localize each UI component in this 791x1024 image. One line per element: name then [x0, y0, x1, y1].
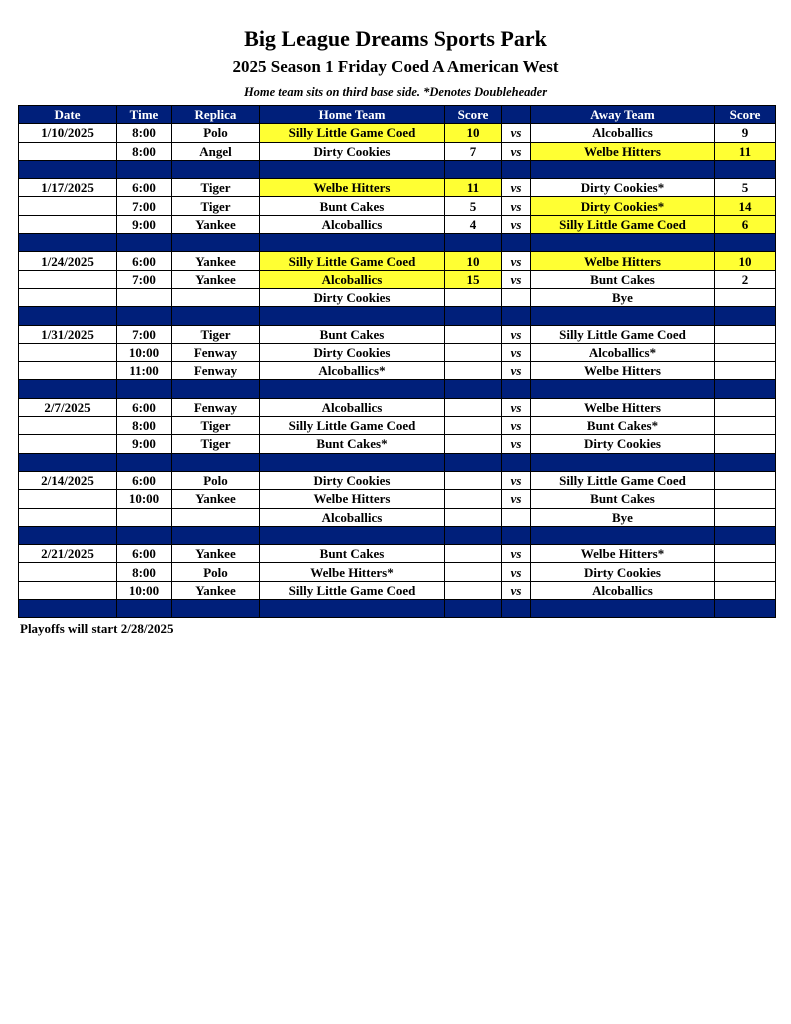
- separator-cell: [260, 234, 445, 252]
- away-score-cell: 5: [715, 179, 776, 197]
- vs-cell: vs: [502, 343, 531, 361]
- date-cell: [19, 508, 117, 526]
- separator-cell: [19, 453, 117, 471]
- replica-cell: Polo: [172, 124, 260, 142]
- separator-cell: [172, 160, 260, 178]
- away-score-cell: 14: [715, 197, 776, 215]
- separator-cell: [715, 526, 776, 544]
- home-team-cell: Dirty Cookies: [260, 471, 445, 489]
- table-header-row: [19, 106, 776, 124]
- home-score-cell: [445, 563, 502, 581]
- separator-cell: [531, 453, 715, 471]
- replica-cell: Yankee: [172, 252, 260, 270]
- time-cell: 10:00: [117, 490, 172, 508]
- time-cell: 6:00: [117, 545, 172, 563]
- separator-cell: [260, 380, 445, 398]
- time-cell: 8:00: [117, 563, 172, 581]
- vs-cell: vs: [502, 398, 531, 416]
- separator-cell: [715, 307, 776, 325]
- separator-cell: [19, 234, 117, 252]
- separator-cell: [117, 160, 172, 178]
- column-header-vs: [502, 106, 531, 124]
- away-score-cell: 6: [715, 215, 776, 233]
- home-score-cell: [445, 581, 502, 599]
- column-header-time: Time: [117, 106, 172, 124]
- home-team-cell: Welbe Hitters: [260, 179, 445, 197]
- away-score-cell: [715, 508, 776, 526]
- separator-cell: [172, 526, 260, 544]
- home-score-cell: [445, 325, 502, 343]
- separator-cell: [117, 600, 172, 618]
- away-score-cell: [715, 288, 776, 306]
- table-row: [19, 435, 776, 453]
- column-header-home-team: Home Team: [260, 106, 445, 124]
- separator-cell: [19, 160, 117, 178]
- column-header-away-team: Away Team: [531, 106, 715, 124]
- table-row: [19, 343, 776, 361]
- replica-cell: Tiger: [172, 435, 260, 453]
- away-team-cell: Welbe Hitters: [531, 142, 715, 160]
- replica-cell: Yankee: [172, 581, 260, 599]
- table-row: [19, 471, 776, 489]
- vs-cell: vs: [502, 362, 531, 380]
- date-cell: [19, 563, 117, 581]
- week-separator-row: [19, 600, 776, 618]
- replica-cell: Yankee: [172, 270, 260, 288]
- date-cell: 2/7/2025: [19, 398, 117, 416]
- separator-cell: [502, 600, 531, 618]
- separator-cell: [715, 453, 776, 471]
- replica-cell: Tiger: [172, 179, 260, 197]
- away-score-cell: [715, 545, 776, 563]
- home-score-cell: [445, 417, 502, 435]
- schedule-table: [18, 105, 776, 618]
- away-score-cell: [715, 417, 776, 435]
- separator-cell: [531, 160, 715, 178]
- away-team-cell: Dirty Cookies*: [531, 197, 715, 215]
- home-score-cell: [445, 362, 502, 380]
- league-subtitle: 2025 Season 1 Friday Coed A American West: [232, 57, 559, 76]
- home-team-cell: Bunt Cakes: [260, 545, 445, 563]
- separator-cell: [531, 234, 715, 252]
- separator-cell: [260, 453, 445, 471]
- separator-cell: [502, 160, 531, 178]
- week-separator-row: [19, 234, 776, 252]
- separator-cell: [19, 526, 117, 544]
- separator-cell: [19, 380, 117, 398]
- vs-cell: vs: [502, 252, 531, 270]
- week-separator-row: [19, 526, 776, 544]
- date-cell: [19, 270, 117, 288]
- home-score-cell: [445, 490, 502, 508]
- vs-cell: vs: [502, 417, 531, 435]
- separator-cell: [117, 307, 172, 325]
- home-score-cell: 11: [445, 179, 502, 197]
- away-team-cell: Bunt Cakes: [531, 490, 715, 508]
- separator-cell: [445, 600, 502, 618]
- separator-cell: [260, 307, 445, 325]
- replica-cell: Fenway: [172, 362, 260, 380]
- away-team-cell: Dirty Cookies: [531, 563, 715, 581]
- away-score-cell: 10: [715, 252, 776, 270]
- away-score-cell: [715, 471, 776, 489]
- time-cell: 9:00: [117, 215, 172, 233]
- separator-cell: [445, 160, 502, 178]
- vs-cell: vs: [502, 179, 531, 197]
- time-cell: 8:00: [117, 417, 172, 435]
- home-team-cell: Alcoballics: [260, 215, 445, 233]
- time-cell: 11:00: [117, 362, 172, 380]
- separator-cell: [715, 380, 776, 398]
- time-cell: 9:00: [117, 435, 172, 453]
- home-team-cell: Silly Little Game Coed: [260, 252, 445, 270]
- separator-cell: [715, 600, 776, 618]
- away-team-cell: Welbe Hitters*: [531, 545, 715, 563]
- table-row: [19, 197, 776, 215]
- home-score-cell: [445, 288, 502, 306]
- separator-cell: [502, 234, 531, 252]
- home-team-cell: Alcoballics: [260, 398, 445, 416]
- date-cell: 2/14/2025: [19, 471, 117, 489]
- home-team-cell: Bunt Cakes*: [260, 435, 445, 453]
- home-score-cell: [445, 398, 502, 416]
- table-row: [19, 417, 776, 435]
- away-team-cell: Dirty Cookies: [531, 435, 715, 453]
- home-team-cell: Welbe Hitters*: [260, 563, 445, 581]
- separator-cell: [19, 307, 117, 325]
- replica-cell: Fenway: [172, 398, 260, 416]
- separator-cell: [445, 380, 502, 398]
- home-score-cell: 10: [445, 252, 502, 270]
- separator-cell: [172, 307, 260, 325]
- away-team-cell: Bye: [531, 508, 715, 526]
- separator-cell: [117, 526, 172, 544]
- separator-cell: [172, 453, 260, 471]
- date-cell: [19, 197, 117, 215]
- table-row: [19, 545, 776, 563]
- column-header-away-score: Score: [715, 106, 776, 124]
- time-cell: [117, 288, 172, 306]
- separator-cell: [117, 380, 172, 398]
- separator-cell: [531, 600, 715, 618]
- table-row: [19, 508, 776, 526]
- time-cell: 10:00: [117, 581, 172, 599]
- time-cell: 6:00: [117, 252, 172, 270]
- home-team-cell: Bunt Cakes: [260, 325, 445, 343]
- away-team-cell: Bunt Cakes: [531, 270, 715, 288]
- away-score-cell: [715, 563, 776, 581]
- away-team-cell: Alcoballics*: [531, 343, 715, 361]
- column-header-replica: Replica: [172, 106, 260, 124]
- date-cell: [19, 362, 117, 380]
- away-team-cell: Bye: [531, 288, 715, 306]
- table-row: [19, 270, 776, 288]
- date-cell: 1/24/2025: [19, 252, 117, 270]
- separator-cell: [502, 526, 531, 544]
- separator-cell: [445, 453, 502, 471]
- away-team-cell: Dirty Cookies*: [531, 179, 715, 197]
- separator-cell: [117, 234, 172, 252]
- home-team-cell: Alcoballics: [260, 270, 445, 288]
- date-cell: [19, 343, 117, 361]
- away-score-cell: [715, 490, 776, 508]
- vs-cell: vs: [502, 270, 531, 288]
- separator-cell: [445, 307, 502, 325]
- vs-cell: vs: [502, 325, 531, 343]
- home-score-cell: [445, 508, 502, 526]
- table-row: [19, 581, 776, 599]
- date-cell: [19, 490, 117, 508]
- away-score-cell: 2: [715, 270, 776, 288]
- separator-cell: [445, 234, 502, 252]
- table-row: [19, 124, 776, 142]
- away-score-cell: [715, 343, 776, 361]
- away-score-cell: [715, 581, 776, 599]
- separator-cell: [260, 526, 445, 544]
- vs-cell: vs: [502, 490, 531, 508]
- home-score-cell: [445, 471, 502, 489]
- away-score-cell: 11: [715, 142, 776, 160]
- separator-cell: [502, 380, 531, 398]
- table-row: [19, 288, 776, 306]
- time-cell: 6:00: [117, 471, 172, 489]
- time-cell: 6:00: [117, 398, 172, 416]
- time-cell: 8:00: [117, 124, 172, 142]
- away-team-cell: Alcoballics: [531, 124, 715, 142]
- home-team-cell: Alcoballics: [260, 508, 445, 526]
- column-header-home-score: Score: [445, 106, 502, 124]
- vs-cell: vs: [502, 124, 531, 142]
- table-row: [19, 142, 776, 160]
- replica-cell: Tiger: [172, 325, 260, 343]
- table-row: [19, 252, 776, 270]
- away-team-cell: Bunt Cakes*: [531, 417, 715, 435]
- date-cell: [19, 215, 117, 233]
- date-cell: [19, 581, 117, 599]
- home-score-cell: [445, 545, 502, 563]
- week-separator-row: [19, 307, 776, 325]
- replica-cell: Fenway: [172, 343, 260, 361]
- replica-cell: Tiger: [172, 197, 260, 215]
- table-row: [19, 325, 776, 343]
- separator-cell: [502, 307, 531, 325]
- away-score-cell: [715, 398, 776, 416]
- schedule-note: Home team sits on third base side. *Denotes Doubleheader: [243, 85, 548, 99]
- home-team-cell: Bunt Cakes: [260, 197, 445, 215]
- away-team-cell: Alcoballics: [531, 581, 715, 599]
- separator-cell: [117, 453, 172, 471]
- week-separator-row: [19, 160, 776, 178]
- table-row: [19, 490, 776, 508]
- schedule-body: [19, 124, 776, 618]
- home-score-cell: [445, 343, 502, 361]
- page-title: Big League Dreams Sports Park: [244, 26, 547, 51]
- table-row: [19, 215, 776, 233]
- time-cell: [117, 508, 172, 526]
- home-team-cell: Silly Little Game Coed: [260, 124, 445, 142]
- home-team-cell: Silly Little Game Coed: [260, 581, 445, 599]
- date-cell: [19, 288, 117, 306]
- replica-cell: Polo: [172, 471, 260, 489]
- separator-cell: [531, 380, 715, 398]
- separator-cell: [172, 234, 260, 252]
- home-team-cell: Silly Little Game Coed: [260, 417, 445, 435]
- separator-cell: [715, 234, 776, 252]
- replica-cell: Yankee: [172, 215, 260, 233]
- date-cell: 2/21/2025: [19, 545, 117, 563]
- vs-cell: [502, 508, 531, 526]
- time-cell: 7:00: [117, 197, 172, 215]
- vs-cell: vs: [502, 581, 531, 599]
- away-team-cell: Silly Little Game Coed: [531, 215, 715, 233]
- week-separator-row: [19, 380, 776, 398]
- date-cell: [19, 435, 117, 453]
- away-score-cell: [715, 435, 776, 453]
- playoffs-note: Playoffs will start 2/28/2025: [20, 621, 174, 636]
- home-team-cell: Dirty Cookies: [260, 288, 445, 306]
- vs-cell: vs: [502, 545, 531, 563]
- separator-cell: [502, 453, 531, 471]
- separator-cell: [260, 600, 445, 618]
- separator-cell: [260, 160, 445, 178]
- replica-cell: [172, 508, 260, 526]
- time-cell: 7:00: [117, 325, 172, 343]
- time-cell: 6:00: [117, 179, 172, 197]
- vs-cell: [502, 288, 531, 306]
- date-cell: [19, 417, 117, 435]
- home-score-cell: 4: [445, 215, 502, 233]
- home-score-cell: 5: [445, 197, 502, 215]
- away-score-cell: [715, 325, 776, 343]
- away-score-cell: [715, 362, 776, 380]
- home-score-cell: 7: [445, 142, 502, 160]
- replica-cell: Polo: [172, 563, 260, 581]
- separator-cell: [531, 307, 715, 325]
- vs-cell: vs: [502, 197, 531, 215]
- vs-cell: vs: [502, 142, 531, 160]
- home-team-cell: Dirty Cookies: [260, 142, 445, 160]
- vs-cell: vs: [502, 471, 531, 489]
- column-header-date: Date: [19, 106, 117, 124]
- replica-cell: Yankee: [172, 545, 260, 563]
- separator-cell: [172, 380, 260, 398]
- replica-cell: Yankee: [172, 490, 260, 508]
- away-team-cell: Welbe Hitters: [531, 252, 715, 270]
- home-team-cell: Dirty Cookies: [260, 343, 445, 361]
- time-cell: 7:00: [117, 270, 172, 288]
- away-team-cell: Welbe Hitters: [531, 398, 715, 416]
- date-cell: [19, 142, 117, 160]
- away-team-cell: Silly Little Game Coed: [531, 325, 715, 343]
- table-row: [19, 563, 776, 581]
- date-cell: 1/10/2025: [19, 124, 117, 142]
- replica-cell: Tiger: [172, 417, 260, 435]
- separator-cell: [445, 526, 502, 544]
- away-team-cell: Welbe Hitters: [531, 362, 715, 380]
- separator-cell: [19, 600, 117, 618]
- home-score-cell: 15: [445, 270, 502, 288]
- home-team-cell: Welbe Hitters: [260, 490, 445, 508]
- away-score-cell: 9: [715, 124, 776, 142]
- replica-cell: Angel: [172, 142, 260, 160]
- table-row: [19, 398, 776, 416]
- vs-cell: vs: [502, 563, 531, 581]
- vs-cell: vs: [502, 215, 531, 233]
- time-cell: 8:00: [117, 142, 172, 160]
- replica-cell: [172, 288, 260, 306]
- separator-cell: [531, 526, 715, 544]
- separator-cell: [172, 600, 260, 618]
- table-row: [19, 179, 776, 197]
- week-separator-row: [19, 453, 776, 471]
- time-cell: 10:00: [117, 343, 172, 361]
- separator-cell: [715, 160, 776, 178]
- date-cell: 1/17/2025: [19, 179, 117, 197]
- home-team-cell: Alcoballics*: [260, 362, 445, 380]
- table-row: [19, 362, 776, 380]
- away-team-cell: Silly Little Game Coed: [531, 471, 715, 489]
- date-cell: 1/31/2025: [19, 325, 117, 343]
- vs-cell: vs: [502, 435, 531, 453]
- home-score-cell: [445, 435, 502, 453]
- home-score-cell: 10: [445, 124, 502, 142]
